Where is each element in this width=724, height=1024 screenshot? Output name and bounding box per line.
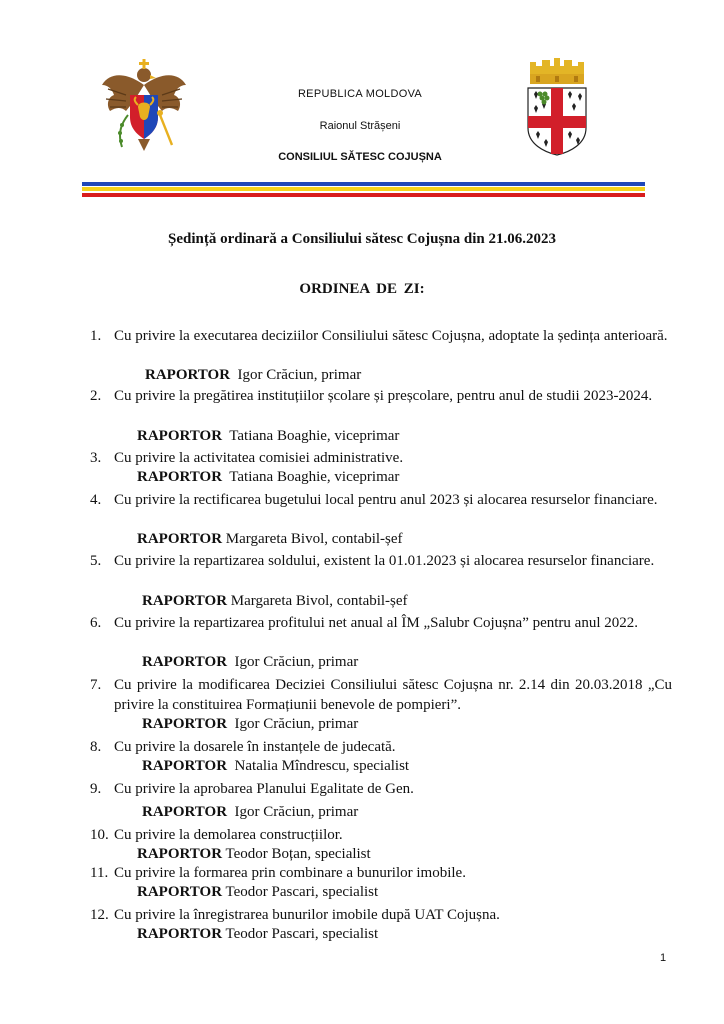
reporter-label: RAPORTOR — [145, 367, 231, 383]
reporter-name: Margareta Bivol, contabil-șef — [222, 531, 403, 547]
item-number: 5. — [90, 553, 102, 569]
agenda-item — [90, 613, 672, 633]
item-number: 9. — [90, 781, 102, 797]
agenda-item — [90, 737, 672, 757]
reporter-name: Igor Crăciun, primar — [227, 716, 359, 732]
item-number: 12. — [90, 907, 109, 923]
council-name: CONSILIUL SĂTESC COJUȘNA — [278, 151, 442, 163]
agenda-item — [90, 779, 672, 799]
flag-stripe-yellow — [82, 187, 645, 191]
reporter-name: Igor Crăciun, primar — [227, 654, 359, 670]
agenda-item — [90, 905, 672, 925]
reporter-name: Margareta Bivol, contabil-șef — [227, 593, 408, 609]
district-name: Raionul Strășeni — [319, 120, 401, 132]
item-text: Cu privire la formarea prin combinare a bunurilor imobile. — [114, 865, 466, 881]
reporter-line — [142, 591, 408, 611]
item-text: Cu privire la rectificarea bugetului local pentru anul 2023 și alocarea resurselor financiare. — [114, 492, 658, 508]
item-number: 4. — [90, 492, 102, 508]
item-number: 2. — [90, 388, 102, 404]
country-name: REPUBLICA MOLDOVA — [297, 88, 423, 100]
reporter-name: Teodor Pascari, specialist — [222, 926, 379, 942]
item-number: 6. — [90, 615, 102, 631]
reporter-name: Teodor Boțan, specialist — [222, 846, 371, 862]
item-number: 8. — [90, 739, 102, 755]
reporter-label: RAPORTOR — [142, 804, 228, 820]
reporter-line — [142, 756, 409, 776]
agenda-title: ORDINEA DE ZI: — [299, 281, 425, 297]
item-text: Cu privire la pregătirea instituțiilor școlare și preșcolare, pentru anul de studii 2023-2024. — [114, 388, 653, 404]
agenda-item — [90, 490, 672, 510]
reporter-label: RAPORTOR — [137, 531, 223, 547]
item-number: 10. — [90, 827, 109, 843]
reporter-line — [137, 924, 378, 944]
reporter-line — [142, 652, 358, 672]
agenda-item — [90, 825, 672, 845]
reporter-label: RAPORTOR — [137, 428, 223, 444]
agenda-item — [90, 386, 672, 406]
item-number: 11. — [90, 865, 109, 881]
reporter-name: Natalia Mîndrescu, specialist — [227, 758, 410, 774]
reporter-line — [137, 529, 403, 549]
item-text: Cu privire la executarea deciziilor Consiliului sătesc Cojușna, adoptate la ședința anterioară. — [114, 328, 668, 344]
item-text: Cu privire la dosarele în instanțele de judecată. — [114, 739, 396, 755]
agenda-item — [90, 863, 672, 883]
item-number: 7. — [90, 677, 102, 693]
reporter-line — [142, 802, 358, 822]
reporter-line — [137, 426, 399, 446]
session-title: Ședință ordinară a Consiliului sătesc Cojușna din 21.06.2023 — [168, 231, 556, 247]
page-number: 1 — [660, 952, 667, 964]
reporter-line — [137, 844, 371, 864]
agenda-item — [90, 326, 672, 346]
item-text: Cu privire la repartizarea profitului net anual al ÎM „Salubr Cojușna” pentru anul 2022. — [114, 615, 638, 631]
flag-stripe-red — [82, 193, 645, 197]
reporter-line — [145, 365, 361, 385]
item-number: 3. — [90, 450, 102, 466]
reporter-label: RAPORTOR — [137, 469, 223, 485]
item-text: Cu privire la repartizarea soldului, existent la 01.01.2023 și alocarea resurselor financiare. — [114, 553, 655, 569]
flag-stripe-blue — [82, 182, 645, 186]
reporter-line — [137, 882, 378, 902]
reporter-label: RAPORTOR — [137, 884, 223, 900]
reporter-label: RAPORTOR — [137, 926, 223, 942]
reporter-name: Tatiana Boaghie, viceprimar — [222, 428, 400, 444]
agenda-item — [90, 551, 672, 571]
item-text: Cu privire la activitatea comisiei administrative. — [114, 450, 404, 466]
agenda-item — [90, 448, 672, 468]
moldova-coat-of-arms-icon — [98, 55, 190, 155]
cojusna-coat-of-arms-icon — [522, 56, 592, 156]
item-text: Cu privire la aprobarea Planului Egalitate de Gen. — [114, 781, 414, 797]
reporter-line — [142, 714, 358, 734]
item-text: Cu privire la modificarea Deciziei Consiliului sătesc Cojușna nr. 2.14 din 20.03.2018 „Cu privire la constituirea Formațiunii benevole de pompieri”. — [114, 677, 672, 713]
reporter-label: RAPORTOR — [142, 758, 228, 774]
reporter-name: Igor Crăciun, primar — [227, 804, 359, 820]
reporter-label: RAPORTOR — [142, 593, 228, 609]
reporter-label: RAPORTOR — [142, 654, 228, 670]
item-text: Cu privire la înregistrarea bunurilor imobile după UAT Cojușna. — [114, 907, 500, 923]
reporter-line — [137, 467, 399, 487]
reporter-name: Igor Crăciun, primar — [230, 367, 362, 383]
reporter-name: Tatiana Boaghie, viceprimar — [222, 469, 400, 485]
reporter-label: RAPORTOR — [142, 716, 228, 732]
agenda-item — [90, 675, 672, 715]
reporter-name: Teodor Pascari, specialist — [222, 884, 379, 900]
item-number: 1. — [90, 328, 102, 344]
item-text: Cu privire la demolarea construcțiilor. — [114, 827, 343, 843]
reporter-label: RAPORTOR — [137, 846, 223, 862]
